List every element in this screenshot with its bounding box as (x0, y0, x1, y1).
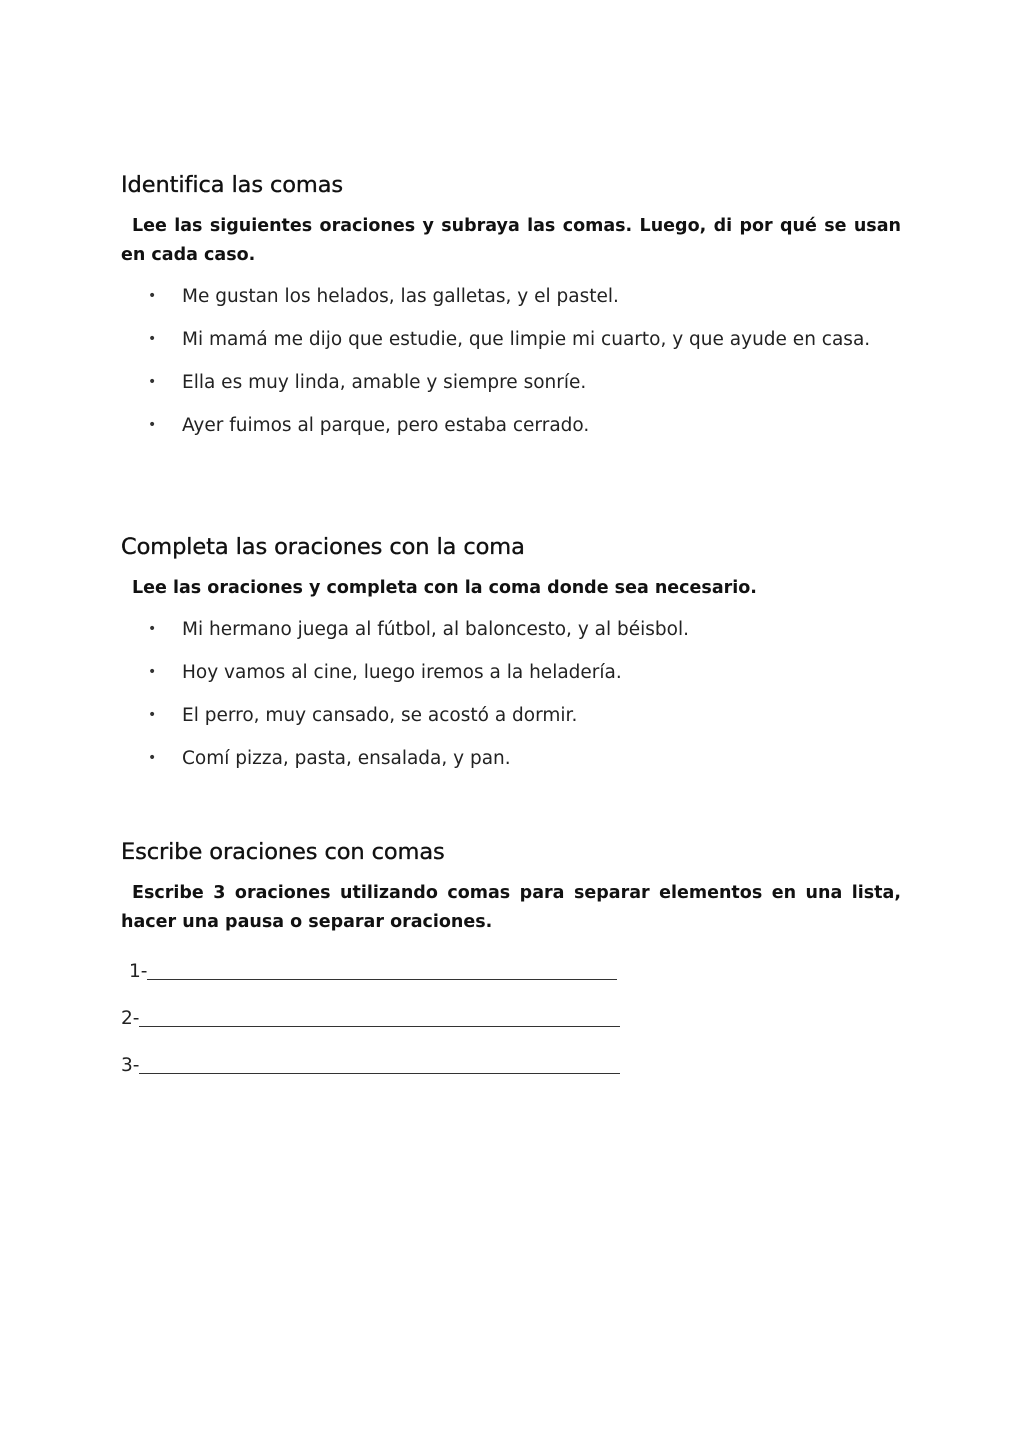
bullet-icon: • (148, 621, 157, 637)
bullet-icon: • (148, 707, 157, 723)
sentence-list (121, 615, 901, 773)
answer-line-1[interactable] (121, 957, 901, 986)
list-item (121, 325, 901, 354)
section-heading: Escribe oraciones con comas (121, 839, 445, 865)
list-item (121, 411, 901, 440)
list-item (121, 701, 901, 730)
section-identifica-las-comas (121, 170, 901, 454)
sentence-text: Comí pizza, pasta, ensalada, y pan. (182, 748, 511, 769)
list-item (121, 368, 901, 397)
section-instruction: Escribe 3 oraciones utilizando comas para separar elementos en una lista, hacer una pausa o separar oraciones. (121, 883, 901, 932)
answer-line-rule (139, 1073, 620, 1074)
answer-lines (121, 957, 901, 1080)
answer-line-rule (147, 979, 617, 980)
answer-line-3[interactable] (121, 1051, 901, 1080)
section-instruction: Lee las siguientes oraciones y subraya las comas. Luego, di por qué se usan en cada caso. (121, 216, 901, 265)
bullet-icon: • (148, 331, 157, 347)
list-item (121, 282, 901, 311)
section-heading: Identifica las comas (121, 172, 344, 198)
bullet-icon: • (148, 664, 157, 680)
list-item (121, 615, 901, 644)
answer-line-number: 1- (129, 961, 148, 982)
section-heading: Completa las oraciones con la coma (121, 534, 525, 560)
sentence-text: Mi hermano juega al fútbol, al baloncesto, y al béisbol. (182, 619, 689, 640)
section-completa-las-oraciones (121, 532, 901, 787)
section-escribe-oraciones (121, 837, 901, 1098)
bullet-icon: • (148, 374, 157, 390)
bullet-icon: • (148, 417, 157, 433)
sentence-text: El perro, muy cansado, se acostó a dormir. (182, 705, 578, 726)
answer-line-number: 2- (121, 1008, 140, 1029)
bullet-icon: • (148, 288, 157, 304)
list-item (121, 658, 901, 687)
answer-line-2[interactable] (121, 1004, 901, 1033)
answer-line-number: 3- (121, 1055, 140, 1076)
answer-line-rule (139, 1026, 620, 1027)
section-instruction: Lee las oraciones y completa con la coma donde sea necesario. (132, 578, 757, 598)
sentence-text: Ella es muy linda, amable y siempre sonríe. (182, 372, 587, 393)
sentence-list (121, 282, 901, 440)
bullet-icon: • (148, 750, 157, 766)
sentence-text: Me gustan los helados, las galletas, y el pastel. (182, 286, 619, 307)
sentence-text: Mi mamá me dijo que estudie, que limpie mi cuarto, y que ayude en casa. (182, 329, 871, 350)
sentence-text: Hoy vamos al cine, luego iremos a la heladería. (182, 662, 622, 683)
sentence-text: Ayer fuimos al parque, pero estaba cerrado. (182, 415, 590, 436)
list-item (121, 744, 901, 773)
